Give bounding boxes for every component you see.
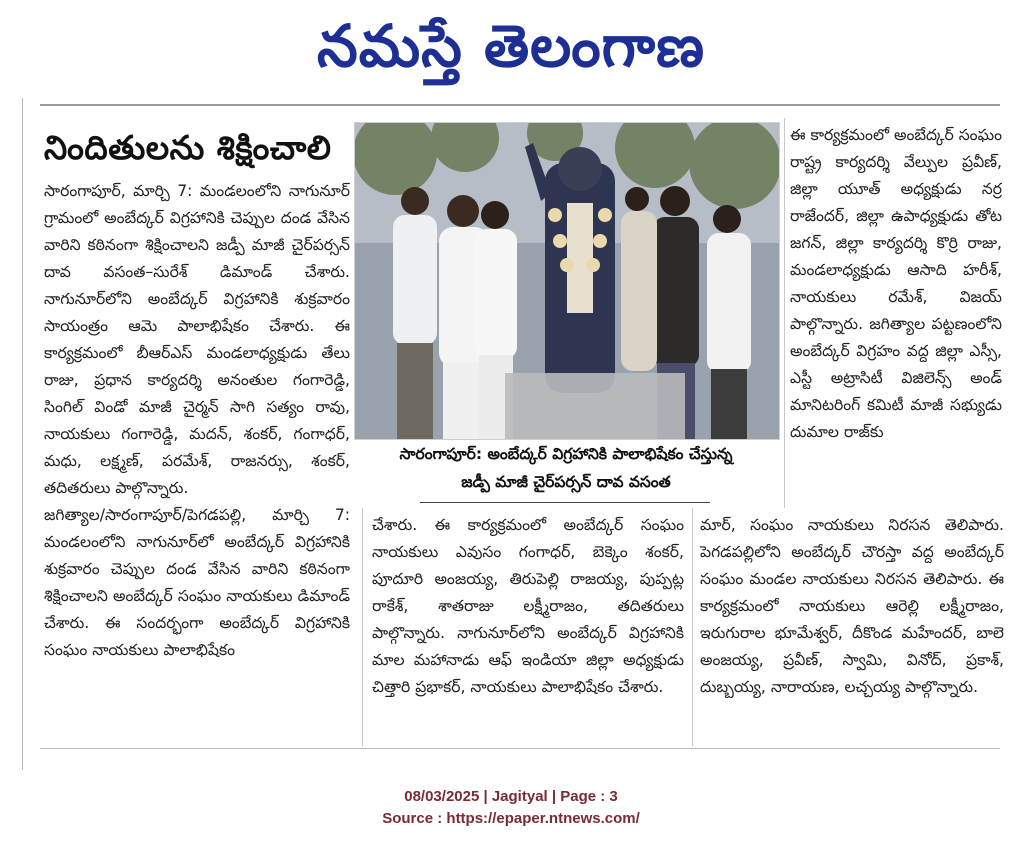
article-column-2: [372, 512, 684, 744]
column-divider: [784, 118, 785, 508]
photo-caption-line-1: సారంగాపూర్: అంబేద్కర్ విగ్రహానికి పాలాభిషేకం చేస్తున్న: [399, 445, 733, 463]
masthead: [0, 4, 1022, 88]
top-rule: [40, 104, 1000, 106]
article-paragraph: ఈ కార్యక్రమంలో అంబేద్కర్ సంఘం రాష్ట్ర కార్యదర్శి వేల్పుల ప్రవీణ్, జిల్లా యూత్ అధ్యక్షుడు నర్ర రాజేందర్, జిల్లా ఉపాధ్యక్షుడు తోట జగన్, జిల్లా కార్యదర్శి కొర్రి రాజు, మండలాధ్యక్షుడు ఆసాది హరీశ్, నాయకులు రమేశ్, విజయ్ పాల్గొన్నారు. జగిత్యాల పట్టణంలోని అంబేద్కర్ విగ్రహం వద్ద జిల్లా ఎస్సీ, ఎస్టీ అట్రాసిటీ విజిలెన్స్ అండ్ మానిటరింగ్ కమిటీ మాజీ సభ్యుడు దుమాల రాజ్‌కు: [790, 126, 1002, 441]
page-footer: [0, 786, 1022, 830]
article-paragraph: సారంగాపూర్, మార్చి 7: మండలంలోని నాగునూర్ గ్రామంలో అంబేద్కర్ విగ్రహానికి చెప్పుల దండ వేసిన వారిని కఠినంగా శిక్షించాలని జడ్పీ మాజీ చైర్‌పర్సన్ దావ వసంత–సురేశ్ డిమాండ్ చేశారు. నాగునూర్‌లోని అంబేద్కర్ విగ్రహానికి శుక్రవారం సాయంత్రం ఆమె పాలాభిషేకం చేశారు. ఈ కార్యక్రమంలో బీఆర్‌ఎస్ మండలాధ్యక్షుడు తేలు రాజు, ప్రధాన కార్యదర్శి అనంతుల గంగారెడ్డి, సింగిల్ విండో మాజీ చైర్మన్ సాగి సత్యం రావు, నాయకులు గంగారెడ్డి, మదన్, శంకర్, గంగాధర్, మధు, లక్ష్మణ్, పరమేశ్, రాజనర్సు, శంకర్, తదితరులు పాల్గొన్నారు.: [44, 182, 350, 497]
article-column-4: [700, 512, 1004, 744]
bottom-rule: [40, 748, 1000, 749]
column-divider: [692, 508, 693, 746]
article-paragraph: చేశారు. ఈ కార్యక్రమంలో అంబేద్కర్ సంఘం నాయకులు ఎవుసం గంగాధర్, బెక్కెం శంకర్, పూదూరి అంజయ్య, తిరుపెల్లి రాజయ్య, పుప్పట్ల రాకేశ్, శాతరాజు లక్ష్మీరాజం, తదితరులు పాల్గొన్నారు. నాగునూర్‌లోని అంబేద్కర్ విగ్రహానికి మాల మహానాడు ఆఫ్ ఇండియా జిల్లా అధ్యక్షుడు చిత్తారి ప్రభాకర్, నాయకులు పాలాభిషేకం చేశారు.: [372, 516, 684, 696]
article-paragraph: జగిత్యాల/సారంగాపూర్/పెగడపల్లి, మార్చి 7: మండలంలోని నాగునూర్‌లో అంబేద్కర్ విగ్రహానికి శుక్రవారం చెప్పుల దండ వేసిన వారిని కఠినంగా శిక్షించాలని అంబేద్కర్ సంఘం నాయకులు డిమాండ్ చేశారు. ఈ సందర్భంగా అంబేద్కర్ విగ్రహానికి సంఘం నాయకులు పాలాభిషేకం: [44, 506, 350, 659]
news-photo-illustration: [355, 123, 779, 439]
newspaper-logo: నమస్తే తెలంగాణ: [317, 12, 705, 80]
photo-caption-line-2: జడ్పీ మాజీ చైర్‌పర్సన్ దావ వసంత: [461, 473, 671, 491]
article-column-3: [790, 122, 1002, 508]
article-paragraph: మార్, సంఘం నాయకులు నిరసన తెలిపారు. పెగడపల్లిలోని అంబేద్కర్ చౌరస్తా వద్ద అంబేద్కర్ సంఘం మండల నాయకులు నిరసన తెలిపారు. ఈ కార్యక్రమంలో నాయకులు ఆరెల్లి లక్ష్మీరాజం, ఇరుగురాల భూమేశ్వర్, దీకొండ మహేందర్, బాలె అంజయ్య, ప్రవీణ్, స్వామి, వినోద్, ప్రకాశ్, దుబ్బయ్య, నారాయణ, లచ్చయ్య పాల్గొన్నారు.: [700, 516, 1004, 696]
source-link[interactable]: Source : https://epaper.ntnews.com/: [382, 810, 640, 827]
photo-caption: [354, 440, 778, 500]
article-headline: నిందితులను శిక్షించాలి: [44, 128, 332, 167]
news-photo: [354, 122, 780, 440]
edition-info: 08/03/2025 | Jagityal | Page : 3: [404, 788, 618, 805]
caption-underline: [420, 502, 710, 503]
article-column-1: [44, 178, 350, 744]
column-divider: [362, 508, 363, 746]
side-rule: [22, 98, 23, 770]
